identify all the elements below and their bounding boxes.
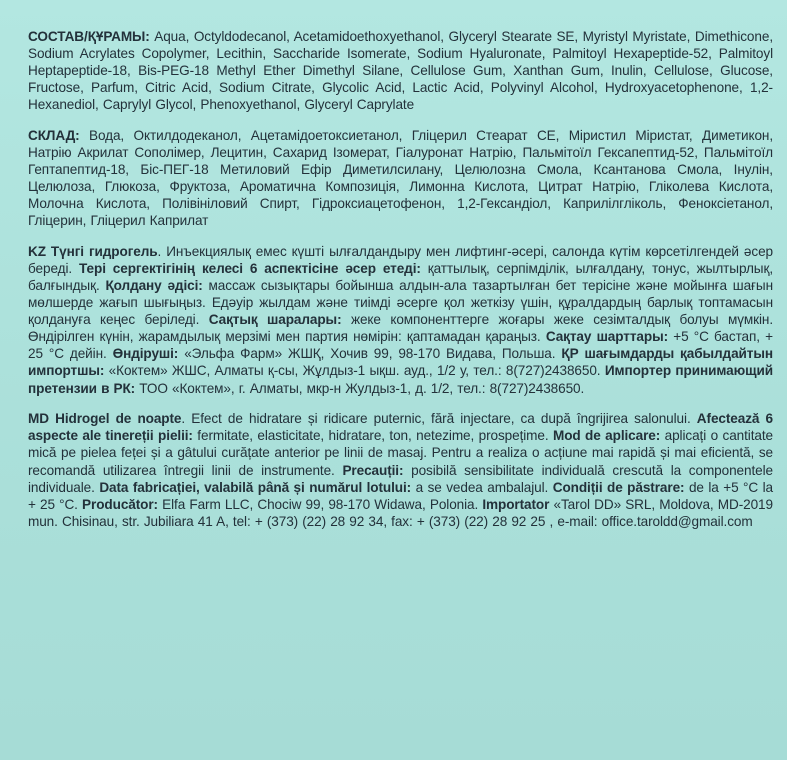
moldovan-date-text: a se vedea ambalajul. [411,479,553,495]
kazakh-usage-label: Қолдану әдісі: [105,278,203,293]
kazakh-precautions-text: жеке компоненттерге жоғары жеке сезімталдық болуы мүмкін. Өндірілген күнін, жарамдылық мерзімі мен партия нөмірін: қаптамадан қараңыз. [28,312,773,345]
kazakh-storage-text: +5 °С бастап, + 25 °С дейін. [28,329,773,362]
moldovan-usage-text: aplicați o cantitate mică pe pielea feței și a gâtului curățate anterior pe linii de masaj. Pentru a realiza o acțiune mai rapidă și mai eficientă, se recomandă utilizarea întregii linii de instrumente. [28,428,773,478]
composition-ua-section [28,127,773,230]
moldovan-aspects-label: Afectează 6 aspecte ale tinereții pielii: [28,411,773,444]
kazakh-aspects-label: Тері сергектігінің келесі 6 аспектісіне әсер етеді: [79,260,421,276]
moldovan-product-title: MD Hidrogel de noapte [28,411,182,427]
moldovan-storage-text: de la +5 °С la + 25 °С. [28,479,773,512]
moldovan-importer-text: «Tarol DD» SRL, Moldova, MD-2019 mun. Chisinau, str. Jubiliara 41 A, tel: + (373) (22) 28 92 34, fax: + (373) (22) 28 92 25 , e-mail: office.taroldd@gmail.com [28,496,773,529]
moldovan-storage-label: Condiții de păstrare: [552,479,685,495]
kazakh-claims-text: ТОО «Коктем», г. Алматы, мкр-н Жулдыз-1, д. 1/2, тел.: 8(727)2438650. [135,380,585,396]
moldovan-section [28,410,773,530]
kazakh-importer-text: «Коктем» ЖШС, Алматы қ-сы, Жұлдыз-1 ықш. ауд., 1/2 у, тел.: 8(727)2438650. [104,363,605,379]
kazakh-storage-label: Сақтау шарттары: [545,329,669,345]
moldovan-usage-label: Mod de aplicare: [552,428,661,444]
kazakh-claims-label: Импортер принимающий претензии в РК: [28,363,773,396]
composition-ua-text: Вода, Октилдодеканол, Ацетамідоетоксиетанол, Гліцерил Стеарат СЕ, Міристил Міристат, Диметикон, Натрію Акрилат Сополімер, Лецитин, Сахарид Ізомерат, Гіалуронат Натрію, Пальмітоїл Гексапептид-52, Пальмітоїл Гептапептид-18, Біс-ПЕГ-18 Метиловий Ефір Диметилсилану, Целюлозна Смола, Ксантанова Смола, Інулін, Целюлоза, Глюкоза, Фруктоза, Ароматична Композиція, Лимонна Кислота, Цитрат Натрію, Гліколева Кислота, Молочна Кислота, Полівініловий Спирт, Гідроксиацетофенон, 1,2-Гександіол, Каприлілгліколь, Феноксіетанол, Гліцерин, Гліцерил Каприлат [28,127,773,229]
kazakh-manufacturer-text: «Эльфа Фарм» ЖШҚ, Хочив 99, 98-170 Видава, Польша. [178,346,562,362]
moldovan-precautions-text: posibilă sensibilitate individuală crescută la componentele individuale. [28,462,773,495]
moldovan-date-label: Data fabricației, valabilă până și numărul lotului: [99,479,412,495]
moldovan-precautions-label: Precauții: [342,462,404,478]
kazakh-manufacturer-label: Өндіруші: [112,346,179,362]
kazakh-intro: . Инъекциялық емес күшті ылғалдандыру мен лифтинг-әсері, салонда күтім көрсетілгендей әсер береді. [28,243,773,276]
composition-ua-label: СКЛАД: [28,127,80,143]
kazakh-aspects-text: қаттылық, серпімділік, ылғалдану, тонус, жылтырлық, балғындық. [28,260,773,293]
kazakh-product-title: KZ Түнгі гидрогель [28,243,158,259]
kazakh-precautions-label: Сақтық шаралары: [208,312,342,328]
composition-kz-ru-label: СОСТАВ/ҚҰРАМЫ: [28,28,150,44]
moldovan-producer-text: Elfa Farm LLC, Chociw 99, 98-170 Widawa, Polonia. [157,496,483,512]
moldovan-producer-label: Producător: [82,496,158,512]
kazakh-section [28,243,773,397]
composition-kz-ru-text: Aqua, Octyldodecanol, Acetamidoethoxyethanol, Glyceryl Stearate SE, Myristyl Myristate, Dimethicone, Sodium Acrylates Copolymer, Lecithin, Saccharide Isomerate, Sodium Hyaluronate, Palmitoyl Hexapeptide-52, Palmitoyl Heptapeptide-18, Bis-PEG-18 Methyl Ether Dimethyl Silane, Cellulose Gum, Xanthan Gum, Inulin, Cellulose, Glucose, Fructose, Parfum, Citric Acid, Sodium Citrate, Glycolic Acid, Lactic Acid, Polyvinyl Alcohol, Hydroxyacetophenone, 1,2-Hexanediol, Caprylyl Glycol, Phenoxyethanol, Glyceryl Caprylate [28,28,773,112]
moldovan-intro: . Efect de hidratare și ridicare puternic, fără injectare, ca după îngrijirea salonului. [181,411,697,427]
kazakh-importer-label: ҚР шағымдарды қабылдайтын импортшы: [28,346,773,379]
composition-kz-ru-section [28,28,773,113]
moldovan-importer-label: Importator [482,496,550,512]
moldovan-aspects-text: fermitate, elasticitate, hidratare, ton, netezime, prospețime. [192,428,553,444]
kazakh-usage-text: массаж сызықтары бойынша алдын-ала тазартылған бет терісіне және мойынға шағын мөлшерде жағып шығыңыз. Едәуір жылдам және тиімді әсерге қол жеткізу үшін, құралдардың барлық топтамасын қолдануға кеңес беріледі. [28,278,773,328]
